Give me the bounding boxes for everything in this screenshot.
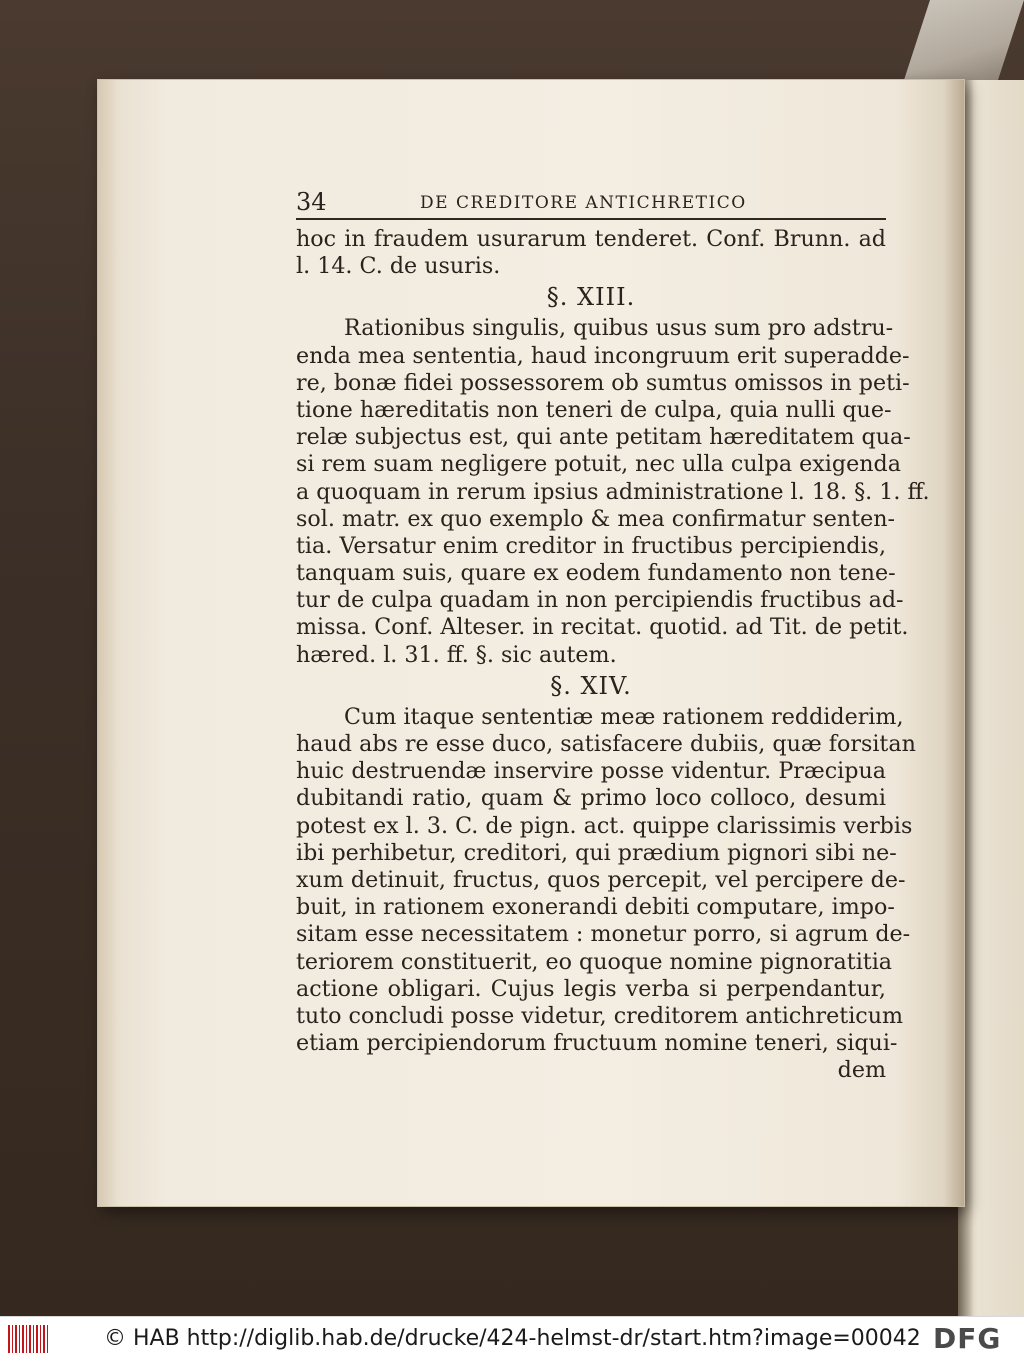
text-line: a quoquam in rerum ipsius administratione l. 18. §. 1. ff. — [296, 478, 930, 505]
text-line: dubitandi ratio, quam & primo loco colloco, desumi — [296, 785, 886, 812]
text-line: buit, in rationem exonerandi debiti computare, impo- — [296, 894, 895, 921]
body-text — [296, 226, 930, 1084]
text-line: si rem suam negligere potuit, nec ulla culpa exigenda — [296, 451, 901, 478]
text-line: hæred. l. 31. ff. §. sic autem. — [296, 641, 617, 668]
text-line: tur de culpa quadam in non percipiendis fructibus ad- — [296, 587, 904, 614]
text-line: Rationibus singulis, quibus usus sum pro adstru- — [344, 315, 894, 342]
text-line: tia. Versatur enim creditor in fructibus percipiendis, — [296, 532, 886, 559]
text-line: re, bonæ fidei possessorem ob sumtus omissos in peti- — [296, 369, 910, 396]
text-line: tione hæreditatis non teneri de culpa, quia nulli que- — [296, 396, 892, 423]
running-head — [296, 188, 886, 216]
text-line: haud abs re esse duco, satisfacere dubiis, quæ forsitan — [296, 731, 916, 757]
text-line: sol. matr. ex quo exemplo & mea confirmatur senten- — [296, 505, 896, 532]
text-line: xum detinuit, fructus, quos percepit, vel percipere de- — [296, 866, 906, 893]
page-left-edge — [98, 80, 118, 1206]
section-heading: §. XIV. — [550, 671, 632, 700]
text-line: relæ subjectus est, qui ante petitam hæreditatem qua- — [296, 424, 911, 451]
clip-strip — [901, 0, 1024, 90]
text-line: enda mea sententia, haud incongruum erit superadde- — [296, 342, 910, 369]
copyright-link[interactable]: © HAB http://diglib.hab.de/drucke/424-helmst-dr/start.htm?image=00042 — [104, 1326, 921, 1351]
text-line: etiam percipiendorum fructuum nomine teneri, siqui- — [296, 1030, 898, 1057]
text-line: l. 14. C. de usuris. — [296, 253, 501, 280]
dfg-logo[interactable]: DFG — [933, 1322, 1002, 1355]
page-text-block — [296, 188, 930, 1084]
text-line: Cum itaque sententiæ meæ rationem reddiderim, — [344, 703, 904, 730]
section-heading: §. XIII. — [546, 283, 636, 312]
page-number: 34 — [296, 188, 327, 216]
text-line: potest ex l. 3. C. de pign. act. quippe clarissimis verbis — [296, 812, 913, 839]
text-line: teriorem constituerit, eo quoque nomine pignoratitia — [296, 948, 893, 975]
running-title: DE CREDITORE ANTICHRETICO — [420, 193, 747, 213]
text-line: huic destruendæ inservire posse videntur. Præcipua — [296, 758, 886, 785]
hab-barcode-icon[interactable] — [8, 1325, 48, 1353]
text-line: sitam esse necessitatem : monetur porro, si agrum de- — [296, 921, 911, 948]
text-line: actione obligari. Cujus legis verba si perpendantur, — [296, 975, 886, 1002]
text-line: missa. Conf. Alteser. in recitat. quotid. ad Tit. de petit. — [296, 614, 909, 641]
text-line: hoc in fraudem usurarum tenderet. Conf. Brunn. ad — [296, 226, 886, 252]
text-line: ibi perhibetur, creditori, qui prædium pignori sibi ne- — [296, 839, 897, 866]
header-rule — [296, 218, 886, 220]
viewer-footer — [0, 1316, 1024, 1361]
text-line: tanquam suis, quare ex eodem fundamento non tene- — [296, 560, 896, 587]
page-gutter — [944, 80, 964, 1206]
catchword: dem — [837, 1057, 886, 1084]
text-line: tuto concludi posse videtur, creditorem antichreticum — [296, 1002, 904, 1029]
